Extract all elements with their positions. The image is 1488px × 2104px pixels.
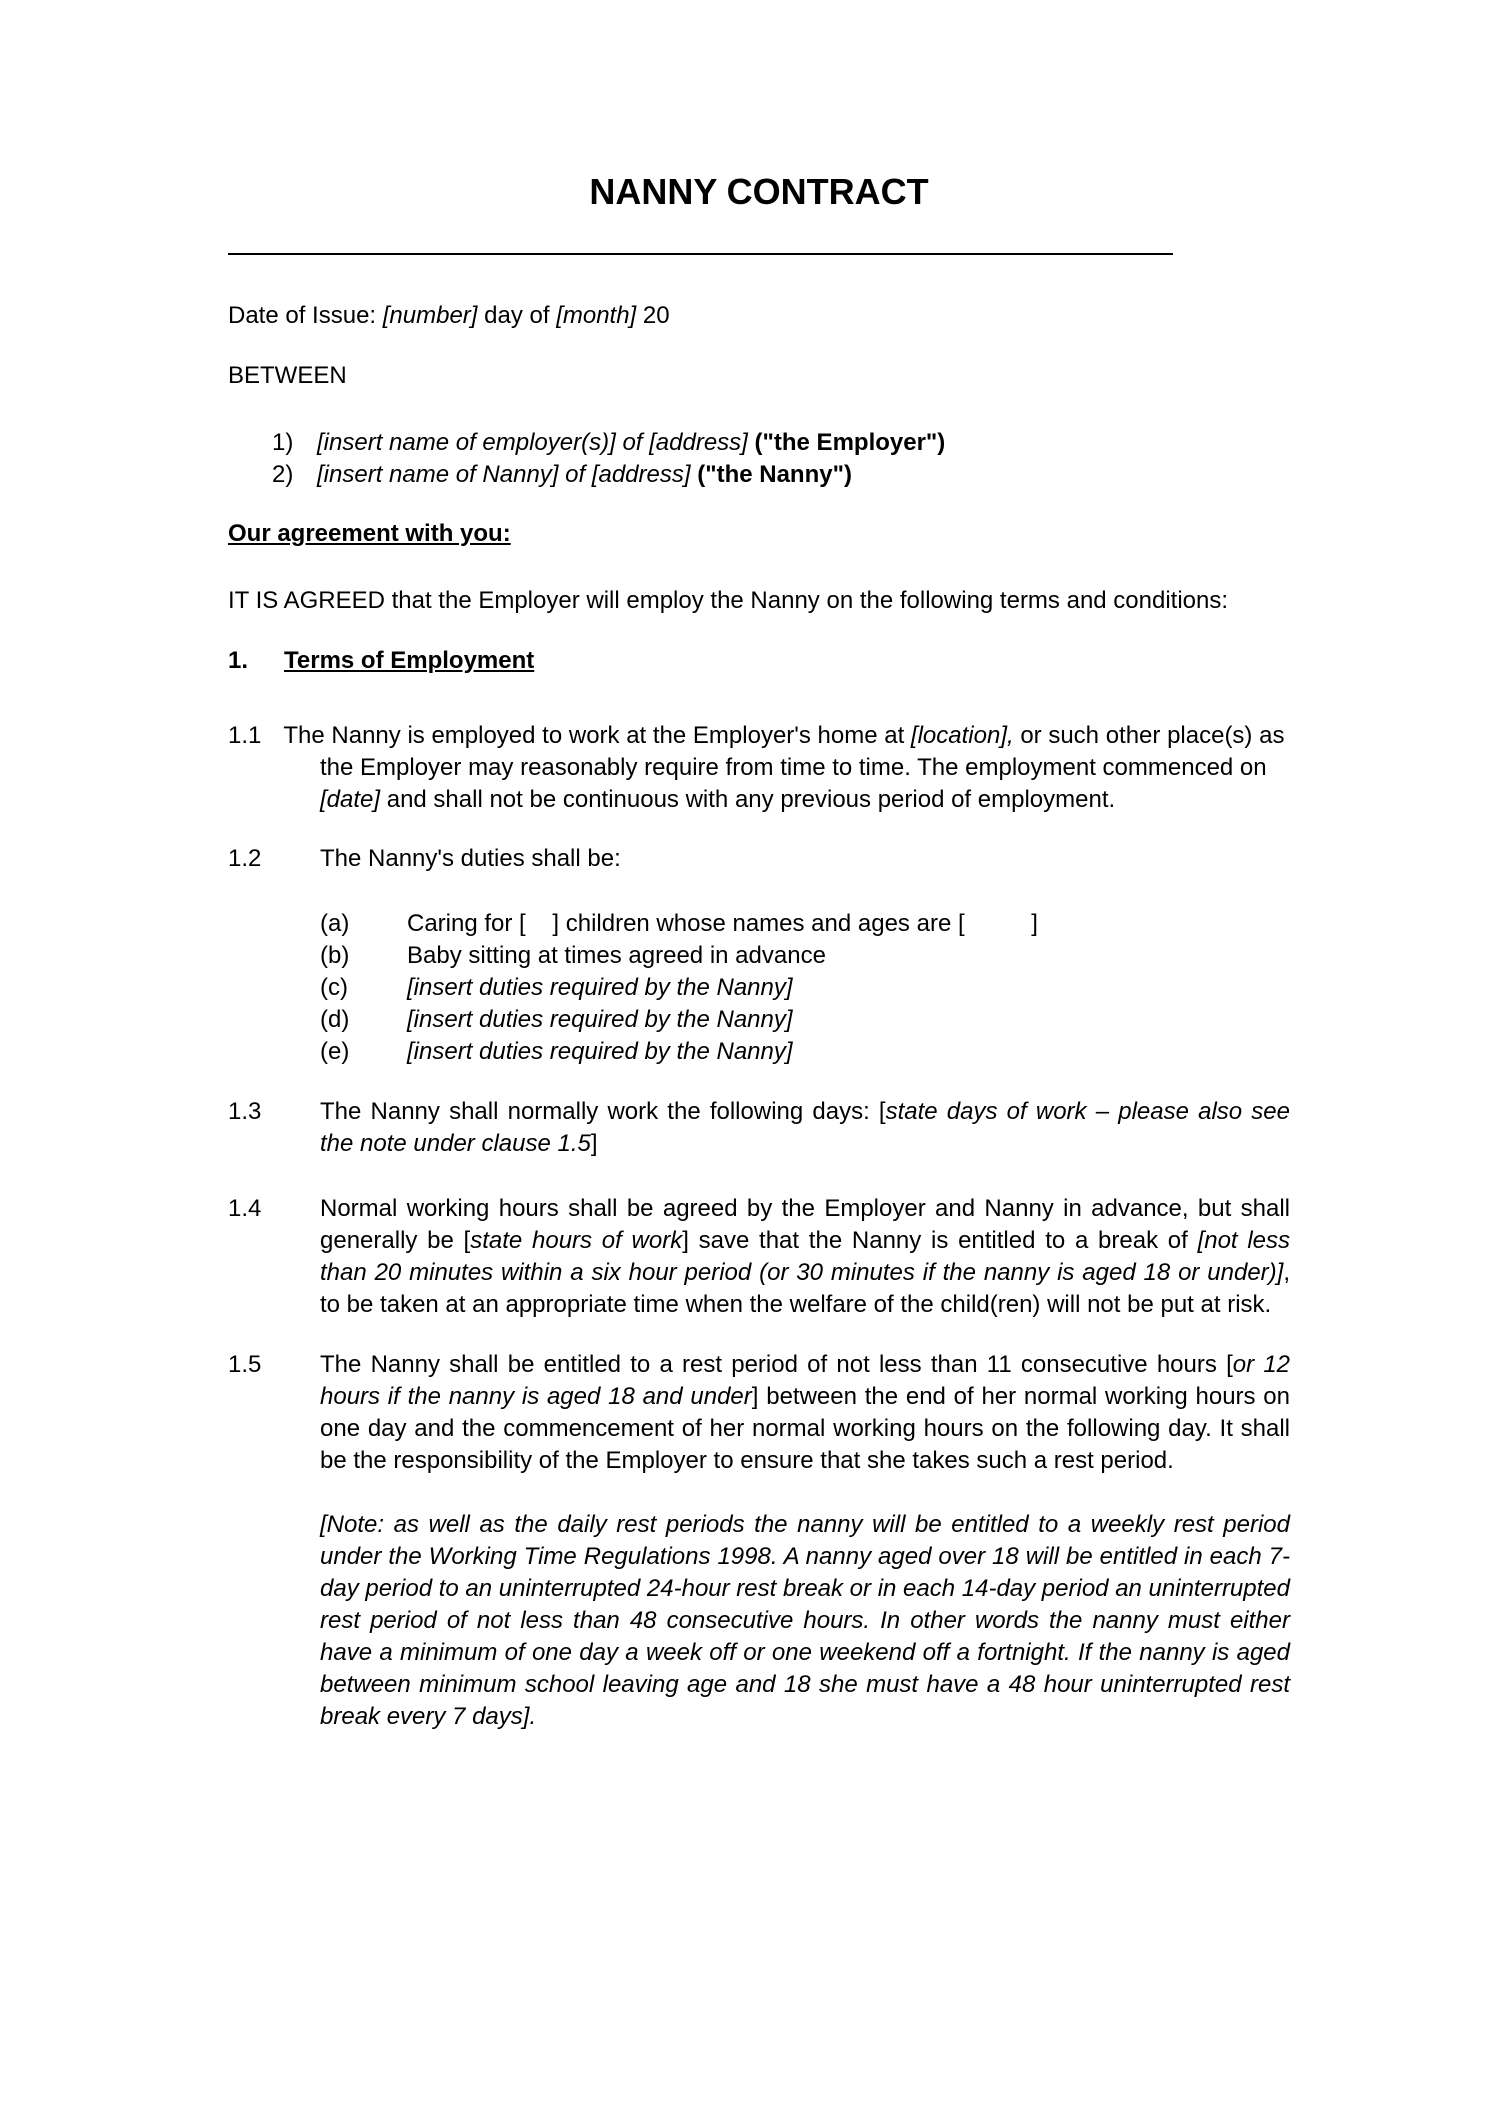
clause-text-segment: and shall not be continuous with any previous period of employment.: [380, 786, 1116, 813]
duty-text: [insert duties required by the Nanny]: [407, 974, 793, 1001]
parties-list: [272, 427, 1290, 491]
duty-item-c: [320, 972, 1290, 1004]
duty-letter: (c): [320, 974, 348, 1001]
note-paragraph: [Note: as well as the daily rest periods the nanny will be entitled to a weekly rest period under the Working Time Regulations 1998. A nanny aged over 18 will be entitled in each 7-day period to an uninterrupted 24-hour rest break or in each 14-day period an uninterrupted rest period of not less than 48 consecutive hours. In other words the nanny must either have a minimum of one day a week off or one weekend off a fortnight. If the nanny is aged between minimum school leaving age and 18 she must have a 48 hour uninterrupted rest break every 7 days].: [320, 1511, 1290, 1730]
clause-text: [320, 1096, 1290, 1160]
party-designation: ("the Employer"): [754, 429, 946, 456]
party-item-nanny: [272, 459, 1290, 491]
between-label: BETWEEN: [228, 362, 347, 389]
clause-text-segment: ] save that the Nanny is entitled to a break of: [682, 1227, 1198, 1254]
date-placeholder: [date]: [320, 786, 381, 813]
title-divider-line: [228, 253, 1173, 255]
clause-1-3: [228, 1096, 1290, 1160]
duty-letter: (d): [320, 1006, 350, 1033]
document-title: NANNY CONTRACT: [589, 171, 929, 212]
clause-1-4: [228, 1193, 1290, 1321]
party-text: [317, 427, 1290, 459]
duties-list: [320, 908, 1290, 1068]
duty-letter: (a): [320, 910, 350, 937]
party-text: [317, 459, 1290, 491]
intro-paragraph: IT IS AGREED that the Employer will employ the Nanny on the following terms and conditions:: [228, 587, 1229, 614]
duty-item-d: [320, 1004, 1290, 1036]
party-details: [insert name of Nanny] of [address]: [317, 461, 698, 488]
clause-text-segment: ] between the end of her normal working hours on one day and the commencement of her normal working hours on the following day. It shall be the responsibility of the Employer to ensure that she takes such a rest period.: [320, 1383, 1290, 1474]
duty-text: [insert duties required by the Nanny]: [407, 1006, 793, 1033]
clause-text-segment: Normal working hours shall be agreed by the Employer and Nanny in advance, but shall generally be [: [320, 1195, 1290, 1254]
duty-text: [insert duties required by the Nanny]: [407, 1038, 793, 1065]
clause-text-segment: ]: [590, 1130, 598, 1157]
party-number: 1): [272, 429, 294, 456]
rest-hours-placeholder: or 12 hours if the nanny is aged 18 and under: [320, 1351, 1291, 1410]
party-designation: ("the Nanny"): [697, 461, 852, 488]
clause-number: 1.3: [228, 1098, 262, 1125]
section-number: 1.: [228, 647, 249, 674]
clause-text-segment: The Nanny is employed to work at the Employer's home at: [283, 722, 911, 749]
clause-number: 1.1: [228, 722, 262, 749]
duty-item-b: [320, 940, 1290, 972]
duty-text: Baby sitting at times agreed in advance: [407, 942, 826, 969]
clause-text-segment: The Nanny shall be entitled to a rest period of not less than 11 consecutive hours [: [320, 1351, 1233, 1378]
clause-1-1: [228, 720, 1290, 816]
date-middle-text: day of: [477, 302, 557, 329]
hours-of-work-placeholder: state hours of work: [470, 1227, 683, 1254]
agreement-heading: Our agreement with you:: [228, 520, 511, 547]
clause-text: The Nanny's duties shall be:: [320, 845, 621, 872]
date-of-issue-line: [228, 300, 1290, 332]
clause-text: [320, 1193, 1290, 1321]
party-details: [insert name of employer(s)] of [address]: [317, 429, 755, 456]
duty-letter: (e): [320, 1038, 350, 1065]
date-year-prefix: 20: [636, 302, 670, 329]
party-item-employer: [272, 427, 1290, 459]
duty-item-e: [320, 1036, 1290, 1068]
date-number-placeholder: [number]: [382, 302, 478, 329]
days-of-work-placeholder: state days of work – please also see the note under clause 1.5: [320, 1098, 1291, 1157]
clause-number: 1.4: [228, 1195, 262, 1222]
clause-1-2: [228, 843, 1290, 875]
clause-text: [320, 1349, 1290, 1477]
date-label: Date of Issue:: [228, 302, 383, 329]
date-month-placeholder: [month]: [556, 302, 637, 329]
clause-number: 1.2: [228, 845, 262, 872]
clause-text-segment: The Nanny shall normally work the following days: [: [320, 1098, 886, 1125]
location-placeholder: [location],: [910, 722, 1014, 749]
clause-text-segment: or such other place(s) as the Employer may reasonably require from time to time. The employment commenced on: [320, 722, 1285, 781]
clause-number: 1.5: [228, 1351, 262, 1378]
duty-letter: (b): [320, 942, 350, 969]
section-title: Terms of Employment: [284, 647, 535, 674]
clause-1-5: [228, 1349, 1290, 1477]
duty-text: Caring for [ ] children whose names and ages are [ ]: [407, 910, 1038, 937]
break-details-placeholder: [not less than 20 minutes within a six hour period (or 30 minutes if the nanny is aged 18 or under)]: [320, 1227, 1291, 1286]
section-1-heading: [228, 645, 1290, 677]
clause-text-segment: , to be taken at an appropriate time when the welfare of the child(ren) will not be put at risk.: [320, 1259, 1290, 1318]
duty-item-a: [320, 908, 1290, 940]
party-number: 2): [272, 461, 294, 488]
